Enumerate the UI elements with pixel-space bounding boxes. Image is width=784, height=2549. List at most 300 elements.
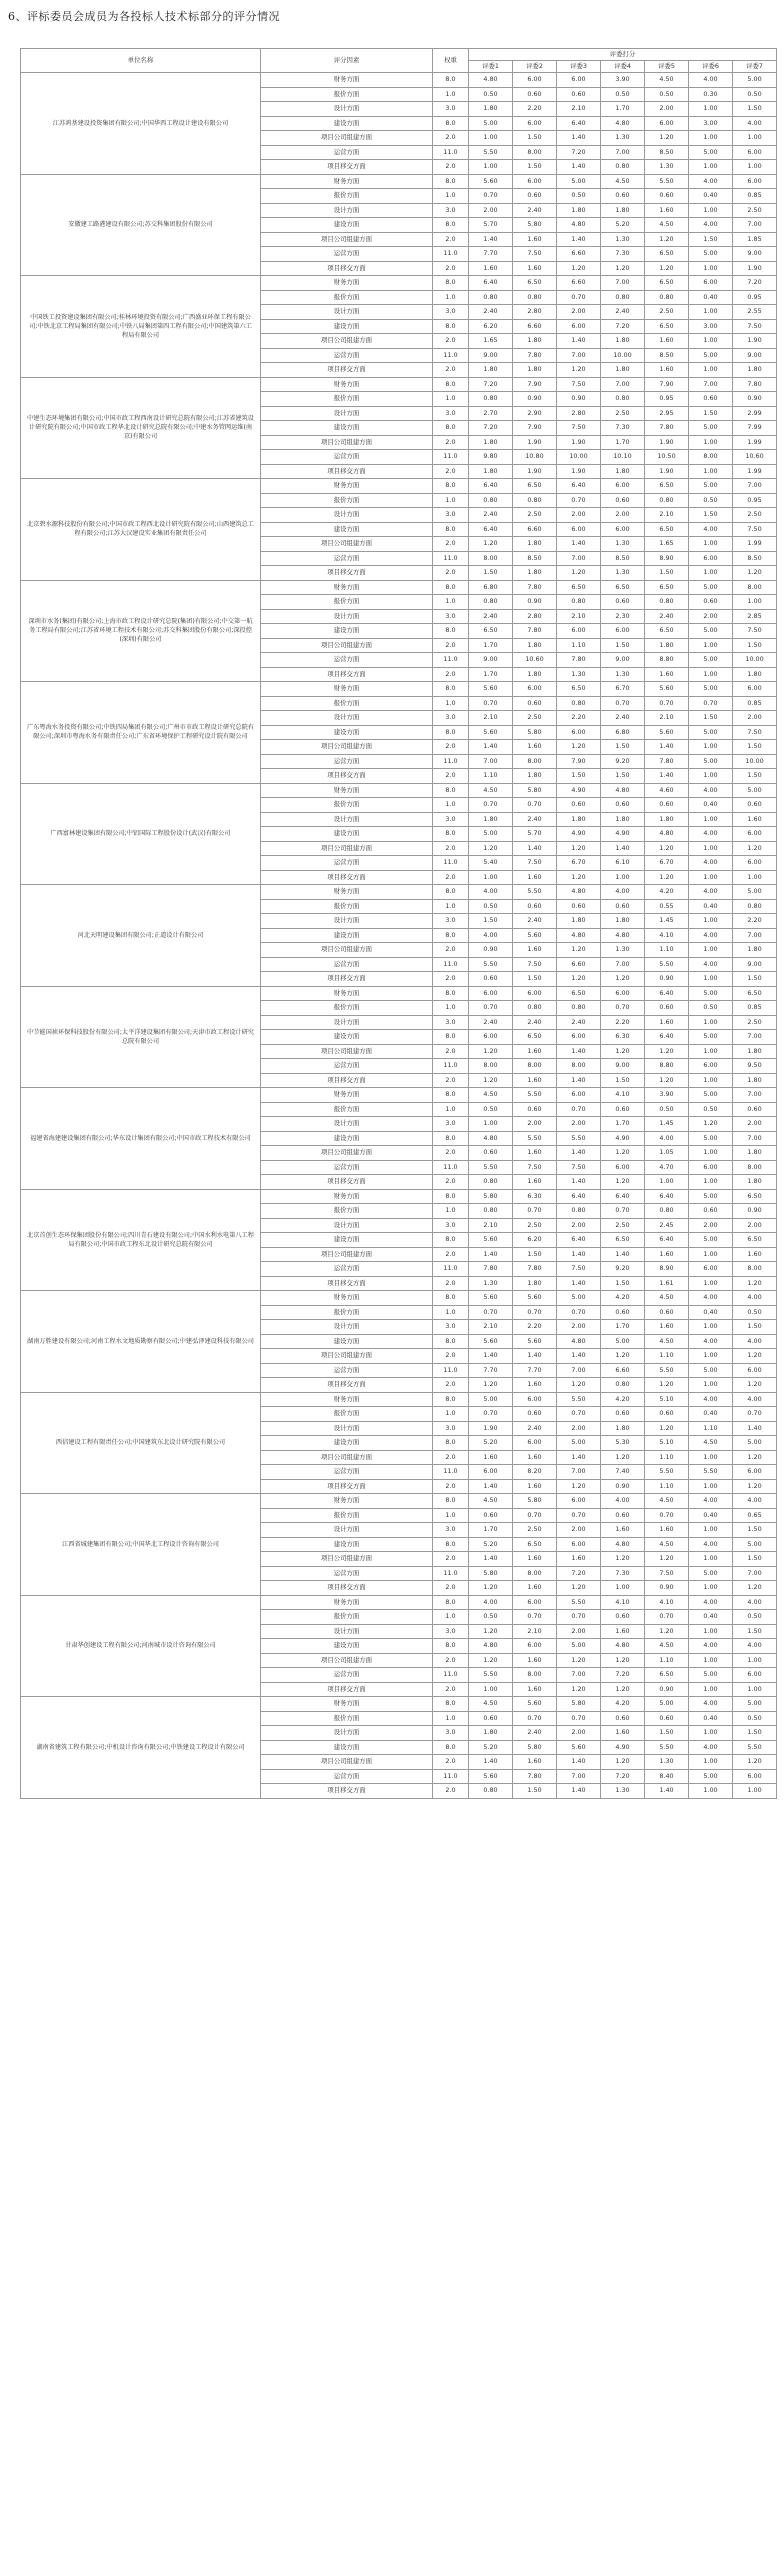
score-cell: 5.60 bbox=[513, 928, 557, 943]
weight-cell: 3.0 bbox=[433, 812, 469, 827]
score-cell: 10.00 bbox=[601, 348, 645, 363]
score-cell: 0.50 bbox=[469, 1610, 513, 1625]
score-cell: 1.45 bbox=[645, 1117, 689, 1132]
factor-cell: 项目公司组建方面 bbox=[261, 1653, 433, 1668]
score-cell: 1.00 bbox=[733, 1784, 777, 1799]
weight-cell: 3.0 bbox=[433, 203, 469, 218]
bidder-name: 中建生态环境集团有限公司;中国市政工程西南设计研究总院有限公司;江苏省建筑设计研究院有限公司;中国市政工程华北设计研究总院有限公司;中建水务管网运维(南京)有限公司 bbox=[21, 377, 261, 479]
score-cell: 0.60 bbox=[557, 87, 601, 102]
score-cell: 1.80 bbox=[469, 464, 513, 479]
score-cell: 1.80 bbox=[733, 1146, 777, 1161]
score-cell: 4.00 bbox=[689, 928, 733, 943]
score-cell: 7.00 bbox=[689, 377, 733, 392]
weight-cell: 2.0 bbox=[433, 870, 469, 885]
score-cell: 4.50 bbox=[645, 1494, 689, 1509]
score-cell: 1.50 bbox=[513, 972, 557, 987]
score-cell: 7.80 bbox=[513, 624, 557, 639]
score-cell: 1.50 bbox=[513, 160, 557, 175]
score-cell: 8.50 bbox=[645, 348, 689, 363]
score-cell: 7.20 bbox=[469, 377, 513, 392]
score-cell: 0.70 bbox=[557, 1508, 601, 1523]
score-cell: 2.50 bbox=[733, 1015, 777, 1030]
score-cell: 1.00 bbox=[733, 160, 777, 175]
score-cell: 2.20 bbox=[601, 1015, 645, 1030]
weight-cell: 11.0 bbox=[433, 1262, 469, 1277]
score-cell: 1.70 bbox=[469, 667, 513, 682]
judge-header: 评委6 bbox=[689, 61, 733, 73]
score-cell: 1.00 bbox=[689, 1581, 733, 1596]
score-cell: 6.40 bbox=[557, 1233, 601, 1248]
score-cell: 1.00 bbox=[469, 131, 513, 146]
factor-cell: 运营方面 bbox=[261, 450, 433, 465]
factor-cell: 财务方面 bbox=[261, 479, 433, 494]
score-cell: 0.70 bbox=[513, 1610, 557, 1625]
score-cell: 2.90 bbox=[513, 406, 557, 421]
weight-cell: 11.0 bbox=[433, 856, 469, 871]
score-cell: 1.80 bbox=[733, 943, 777, 958]
score-cell: 2.50 bbox=[513, 1523, 557, 1538]
score-cell: 1.80 bbox=[601, 203, 645, 218]
weight-cell: 1.0 bbox=[433, 798, 469, 813]
weight-cell: 1.0 bbox=[433, 1610, 469, 1625]
score-cell: 0.60 bbox=[733, 798, 777, 813]
score-cell: 1.00 bbox=[733, 1653, 777, 1668]
score-cell: 6.00 bbox=[733, 145, 777, 160]
score-cell: 1.60 bbox=[513, 1552, 557, 1567]
score-cell: 2.40 bbox=[557, 1015, 601, 1030]
score-cell: 0.85 bbox=[733, 1001, 777, 1016]
score-cell: 0.40 bbox=[689, 1610, 733, 1625]
score-cell: 1.60 bbox=[733, 1247, 777, 1262]
score-cell: 1.00 bbox=[469, 1682, 513, 1697]
factor-cell: 财务方面 bbox=[261, 1088, 433, 1103]
score-table bbox=[20, 48, 777, 1799]
score-cell: 6.50 bbox=[601, 1233, 645, 1248]
score-cell: 5.00 bbox=[689, 1088, 733, 1103]
score-cell: 1.80 bbox=[557, 914, 601, 929]
score-cell: 6.80 bbox=[469, 580, 513, 595]
score-cell: 0.90 bbox=[601, 1479, 645, 1494]
score-cell: 6.50 bbox=[645, 247, 689, 262]
score-cell: 1.00 bbox=[689, 1479, 733, 1494]
score-cell: 1.00 bbox=[689, 566, 733, 581]
score-cell: 1.50 bbox=[601, 769, 645, 784]
weight-cell: 1.0 bbox=[433, 1407, 469, 1422]
score-cell: 1.80 bbox=[733, 667, 777, 682]
score-cell: 1.60 bbox=[733, 812, 777, 827]
score-cell: 7.00 bbox=[557, 1769, 601, 1784]
score-cell: 4.10 bbox=[601, 1088, 645, 1103]
score-cell: 0.70 bbox=[513, 798, 557, 813]
score-cell: 1.61 bbox=[645, 1276, 689, 1291]
score-cell: 1.99 bbox=[733, 537, 777, 552]
score-cell: 1.20 bbox=[557, 1682, 601, 1697]
score-cell: 0.70 bbox=[733, 1407, 777, 1422]
score-cell: 1.00 bbox=[689, 203, 733, 218]
score-cell: 5.00 bbox=[557, 1639, 601, 1654]
score-cell: 4.00 bbox=[733, 116, 777, 131]
score-cell: 7.70 bbox=[513, 1363, 557, 1378]
weight-cell: 11.0 bbox=[433, 1363, 469, 1378]
score-cell: 1.05 bbox=[645, 1146, 689, 1161]
score-cell: 2.00 bbox=[557, 1726, 601, 1741]
score-cell: 1.00 bbox=[689, 131, 733, 146]
score-cell: 1.40 bbox=[601, 1247, 645, 1262]
score-cell: 7.70 bbox=[469, 1363, 513, 1378]
score-cell: 1.00 bbox=[689, 1624, 733, 1639]
score-cell: 4.00 bbox=[689, 783, 733, 798]
score-cell: 0.70 bbox=[513, 1305, 557, 1320]
score-cell: 1.00 bbox=[689, 102, 733, 117]
score-cell: 0.60 bbox=[733, 1102, 777, 1117]
factor-cell: 建设方面 bbox=[261, 116, 433, 131]
score-cell: 5.60 bbox=[469, 1769, 513, 1784]
score-cell: 0.70 bbox=[601, 1204, 645, 1219]
score-cell: 7.99 bbox=[733, 421, 777, 436]
table-row bbox=[21, 580, 777, 595]
score-cell: 0.80 bbox=[513, 1001, 557, 1016]
score-cell: 1.20 bbox=[733, 841, 777, 856]
score-cell: 8.90 bbox=[645, 1262, 689, 1277]
score-cell: 0.80 bbox=[733, 899, 777, 914]
score-cell: 7.50 bbox=[733, 624, 777, 639]
score-cell: 1.40 bbox=[469, 1479, 513, 1494]
score-cell: 1.60 bbox=[645, 203, 689, 218]
score-cell: 5.50 bbox=[469, 1668, 513, 1683]
score-cell: 1.40 bbox=[557, 1450, 601, 1465]
factor-cell: 设计方面 bbox=[261, 1523, 433, 1538]
weight-cell: 11.0 bbox=[433, 145, 469, 160]
score-cell: 1.30 bbox=[601, 537, 645, 552]
factor-cell: 设计方面 bbox=[261, 914, 433, 929]
score-cell: 5.00 bbox=[689, 247, 733, 262]
score-cell: 5.00 bbox=[689, 725, 733, 740]
score-cell: 2.80 bbox=[513, 609, 557, 624]
score-cell: 1.30 bbox=[601, 667, 645, 682]
score-cell: 1.90 bbox=[557, 464, 601, 479]
table-row bbox=[21, 682, 777, 697]
score-cell: 5.10 bbox=[645, 1392, 689, 1407]
score-cell: 7.20 bbox=[469, 421, 513, 436]
score-cell: 6.70 bbox=[557, 856, 601, 871]
score-cell: 6.00 bbox=[557, 1537, 601, 1552]
score-cell: 0.50 bbox=[733, 87, 777, 102]
score-cell: 4.00 bbox=[689, 885, 733, 900]
score-cell: 4.00 bbox=[733, 1639, 777, 1654]
weight-cell: 8.0 bbox=[433, 421, 469, 436]
weight-cell: 8.0 bbox=[433, 580, 469, 595]
score-cell: 1.00 bbox=[689, 1015, 733, 1030]
score-cell: 5.00 bbox=[733, 73, 777, 88]
score-cell: 6.00 bbox=[513, 73, 557, 88]
score-cell: 1.20 bbox=[733, 566, 777, 581]
factor-cell: 建设方面 bbox=[261, 218, 433, 233]
factor-cell: 运营方面 bbox=[261, 1769, 433, 1784]
score-cell: 6.50 bbox=[733, 1189, 777, 1204]
weight-cell: 1.0 bbox=[433, 493, 469, 508]
weight-cell: 2.0 bbox=[433, 769, 469, 784]
score-cell: 7.00 bbox=[601, 957, 645, 972]
score-cell: 6.00 bbox=[689, 1059, 733, 1074]
score-cell: 1.60 bbox=[601, 1726, 645, 1741]
score-cell: 0.80 bbox=[469, 1204, 513, 1219]
score-cell: 2.00 bbox=[601, 508, 645, 523]
judges-group-header: 评委打分 bbox=[469, 49, 777, 61]
score-cell: 5.00 bbox=[557, 1291, 601, 1306]
table-row bbox=[21, 479, 777, 494]
score-cell: 1.40 bbox=[557, 1175, 601, 1190]
score-cell: 4.00 bbox=[689, 1291, 733, 1306]
score-cell: 0.80 bbox=[469, 392, 513, 407]
score-cell: 0.80 bbox=[557, 1001, 601, 1016]
factor-cell: 报价方面 bbox=[261, 1407, 433, 1422]
score-cell: 2.85 bbox=[733, 609, 777, 624]
factor-cell: 财务方面 bbox=[261, 1697, 433, 1712]
factor-cell: 财务方面 bbox=[261, 1494, 433, 1509]
weight-cell: 8.0 bbox=[433, 682, 469, 697]
score-cell: 1.00 bbox=[689, 1450, 733, 1465]
factor-cell: 项目移交方面 bbox=[261, 1581, 433, 1596]
weight-cell: 3.0 bbox=[433, 305, 469, 320]
score-cell: 5.60 bbox=[645, 725, 689, 740]
score-cell: 0.90 bbox=[645, 1682, 689, 1697]
factor-cell: 建设方面 bbox=[261, 522, 433, 537]
score-cell: 1.20 bbox=[469, 1378, 513, 1393]
weight-cell: 8.0 bbox=[433, 1233, 469, 1248]
score-cell: 0.50 bbox=[645, 1102, 689, 1117]
factor-cell: 项目公司组建方面 bbox=[261, 1349, 433, 1364]
score-cell: 6.00 bbox=[469, 1030, 513, 1045]
factor-cell: 财务方面 bbox=[261, 1595, 433, 1610]
score-cell: 1.50 bbox=[601, 1276, 645, 1291]
score-cell: 7.00 bbox=[733, 1131, 777, 1146]
weight-cell: 2.0 bbox=[433, 1276, 469, 1291]
score-cell: 2.00 bbox=[733, 1218, 777, 1233]
score-cell: 4.00 bbox=[733, 1494, 777, 1509]
factor-cell: 项目公司组建方面 bbox=[261, 131, 433, 146]
factor-cell: 报价方面 bbox=[261, 1102, 433, 1117]
score-cell: 9.00 bbox=[733, 348, 777, 363]
weight-cell: 3.0 bbox=[433, 1015, 469, 1030]
factor-cell: 报价方面 bbox=[261, 1610, 433, 1625]
score-cell: 1.00 bbox=[689, 1523, 733, 1538]
score-cell: 5.50 bbox=[469, 1160, 513, 1175]
score-cell: 1.20 bbox=[733, 1378, 777, 1393]
score-cell: 7.90 bbox=[513, 421, 557, 436]
score-cell: 6.00 bbox=[469, 1465, 513, 1480]
table-row bbox=[21, 1189, 777, 1204]
score-cell: 5.50 bbox=[557, 1595, 601, 1610]
score-cell: 5.50 bbox=[469, 145, 513, 160]
score-cell: 5.00 bbox=[689, 682, 733, 697]
score-cell: 6.40 bbox=[601, 1189, 645, 1204]
table-row bbox=[21, 885, 777, 900]
score-cell: 1.60 bbox=[513, 1378, 557, 1393]
factor-cell: 财务方面 bbox=[261, 580, 433, 595]
score-cell: 4.80 bbox=[557, 218, 601, 233]
score-cell: 1.20 bbox=[469, 841, 513, 856]
factor-cell: 设计方面 bbox=[261, 1320, 433, 1335]
weight-cell: 1.0 bbox=[433, 1204, 469, 1219]
score-cell: 0.80 bbox=[601, 1378, 645, 1393]
score-cell: 0.90 bbox=[733, 1204, 777, 1219]
score-cell: 8.00 bbox=[513, 145, 557, 160]
factor-cell: 项目移交方面 bbox=[261, 363, 433, 378]
score-cell: 8.00 bbox=[513, 1059, 557, 1074]
score-cell: 2.40 bbox=[469, 1015, 513, 1030]
score-cell: 7.50 bbox=[557, 377, 601, 392]
table-row bbox=[21, 1697, 777, 1712]
score-cell: 5.00 bbox=[689, 1030, 733, 1045]
page-title: 6、评标委员会成员为各投标人技术标部分的评分情况 bbox=[8, 10, 280, 23]
factor-cell: 项目移交方面 bbox=[261, 1175, 433, 1190]
score-cell: 7.80 bbox=[513, 1769, 557, 1784]
weight-cell: 2.0 bbox=[433, 1552, 469, 1567]
weight-cell: 2.0 bbox=[433, 1755, 469, 1770]
weight-cell: 8.0 bbox=[433, 174, 469, 189]
score-cell: 10.60 bbox=[733, 450, 777, 465]
table-row bbox=[21, 986, 777, 1001]
score-cell: 1.80 bbox=[557, 203, 601, 218]
score-cell: 0.70 bbox=[469, 1407, 513, 1422]
score-cell: 1.20 bbox=[557, 943, 601, 958]
factor-cell: 运营方面 bbox=[261, 653, 433, 668]
score-cell: 6.00 bbox=[601, 479, 645, 494]
weight-cell: 8.0 bbox=[433, 1189, 469, 1204]
score-cell: 4.50 bbox=[469, 1088, 513, 1103]
score-cell: 4.00 bbox=[601, 1494, 645, 1509]
judge-header: 评委7 bbox=[733, 61, 777, 73]
score-cell: 6.50 bbox=[513, 276, 557, 291]
score-cell: 5.00 bbox=[689, 624, 733, 639]
factor-cell: 项目公司组建方面 bbox=[261, 334, 433, 349]
score-cell: 4.50 bbox=[645, 1334, 689, 1349]
table-row bbox=[21, 276, 777, 291]
factor-cell: 建设方面 bbox=[261, 928, 433, 943]
score-cell: 0.90 bbox=[645, 972, 689, 987]
weight-cell: 8.0 bbox=[433, 1392, 469, 1407]
weight-cell: 2.0 bbox=[433, 435, 469, 450]
score-cell: 0.95 bbox=[733, 290, 777, 305]
score-cell: 1.60 bbox=[513, 1146, 557, 1161]
score-cell: 1.50 bbox=[469, 566, 513, 581]
table-row bbox=[21, 1595, 777, 1610]
judge-header: 评委4 bbox=[601, 61, 645, 73]
score-cell: 1.80 bbox=[601, 1421, 645, 1436]
score-cell: 1.50 bbox=[645, 1726, 689, 1741]
score-cell: 0.60 bbox=[689, 1204, 733, 1219]
score-cell: 6.50 bbox=[733, 986, 777, 1001]
score-cell: 0.50 bbox=[557, 189, 601, 204]
weight-cell: 11.0 bbox=[433, 1160, 469, 1175]
score-cell: 0.55 bbox=[645, 899, 689, 914]
score-cell: 5.80 bbox=[513, 1740, 557, 1755]
score-cell: 1.00 bbox=[689, 1073, 733, 1088]
score-cell: 6.70 bbox=[601, 682, 645, 697]
score-cell: 0.80 bbox=[513, 290, 557, 305]
factor-cell: 运营方面 bbox=[261, 957, 433, 972]
score-cell: 1.20 bbox=[469, 1624, 513, 1639]
score-cell: 8.00 bbox=[689, 450, 733, 465]
score-cell: 7.20 bbox=[601, 1769, 645, 1784]
table-row bbox=[21, 1392, 777, 1407]
score-cell: 4.10 bbox=[645, 928, 689, 943]
factor-cell: 运营方面 bbox=[261, 1160, 433, 1175]
score-cell: 0.80 bbox=[557, 595, 601, 610]
score-cell: 4.20 bbox=[601, 1291, 645, 1306]
score-cell: 1.00 bbox=[689, 972, 733, 987]
score-cell: 0.70 bbox=[557, 1407, 601, 1422]
table-row bbox=[21, 377, 777, 392]
score-cell: 1.20 bbox=[645, 1073, 689, 1088]
score-cell: 0.60 bbox=[601, 595, 645, 610]
score-cell: 0.90 bbox=[469, 943, 513, 958]
score-cell: 2.50 bbox=[513, 1218, 557, 1233]
score-cell: 1.20 bbox=[557, 1581, 601, 1596]
score-cell: 1.50 bbox=[689, 232, 733, 247]
score-cell: 4.00 bbox=[689, 1740, 733, 1755]
score-cell: 0.60 bbox=[601, 1102, 645, 1117]
factor-cell: 报价方面 bbox=[261, 899, 433, 914]
score-cell: 7.30 bbox=[601, 421, 645, 436]
factor-cell: 财务方面 bbox=[261, 174, 433, 189]
score-cell: 1.60 bbox=[645, 334, 689, 349]
score-cell: 5.80 bbox=[513, 783, 557, 798]
factor-cell: 财务方面 bbox=[261, 986, 433, 1001]
score-cell: 4.90 bbox=[557, 827, 601, 842]
score-cell: 6.00 bbox=[601, 1160, 645, 1175]
score-cell: 4.50 bbox=[469, 1697, 513, 1712]
score-cell: 2.40 bbox=[601, 711, 645, 726]
score-cell: 7.00 bbox=[733, 1030, 777, 1045]
score-cell: 5.50 bbox=[513, 1131, 557, 1146]
score-cell: 1.20 bbox=[601, 1552, 645, 1567]
bidder-name: 江苏鸿基建设投资集团有限公司;中国华西工程设计建设有限公司 bbox=[21, 73, 261, 175]
judge-header: 评委2 bbox=[513, 61, 557, 73]
score-cell: 1.60 bbox=[601, 1523, 645, 1538]
factor-cell: 建设方面 bbox=[261, 1740, 433, 1755]
score-cell: 2.10 bbox=[469, 1320, 513, 1335]
weight-cell: 2.0 bbox=[433, 1378, 469, 1393]
score-cell: 6.00 bbox=[601, 624, 645, 639]
score-cell: 5.50 bbox=[645, 1465, 689, 1480]
score-cell: 0.60 bbox=[601, 798, 645, 813]
score-cell: 0.70 bbox=[469, 189, 513, 204]
score-cell: 7.00 bbox=[469, 754, 513, 769]
factor-cell: 项目公司组建方面 bbox=[261, 740, 433, 755]
score-cell: 4.50 bbox=[645, 1639, 689, 1654]
score-cell: 6.50 bbox=[645, 479, 689, 494]
score-cell: 0.70 bbox=[513, 1711, 557, 1726]
score-cell: 5.00 bbox=[689, 1668, 733, 1683]
weight-cell: 3.0 bbox=[433, 1117, 469, 1132]
score-cell: 5.60 bbox=[513, 1291, 557, 1306]
score-cell: 1.00 bbox=[689, 537, 733, 552]
score-cell: 5.00 bbox=[689, 1131, 733, 1146]
weight-cell: 11.0 bbox=[433, 1059, 469, 1074]
factor-cell: 设计方面 bbox=[261, 1624, 433, 1639]
score-cell: 2.30 bbox=[601, 609, 645, 624]
score-cell: 6.40 bbox=[469, 479, 513, 494]
score-cell: 0.70 bbox=[557, 1610, 601, 1625]
score-cell: 1.80 bbox=[469, 363, 513, 378]
score-cell: 7.80 bbox=[645, 754, 689, 769]
score-cell: 0.95 bbox=[733, 493, 777, 508]
factor-cell: 建设方面 bbox=[261, 1030, 433, 1045]
score-cell: 1.40 bbox=[469, 1349, 513, 1364]
weight-cell: 2.0 bbox=[433, 1175, 469, 1190]
score-cell: 2.00 bbox=[557, 305, 601, 320]
